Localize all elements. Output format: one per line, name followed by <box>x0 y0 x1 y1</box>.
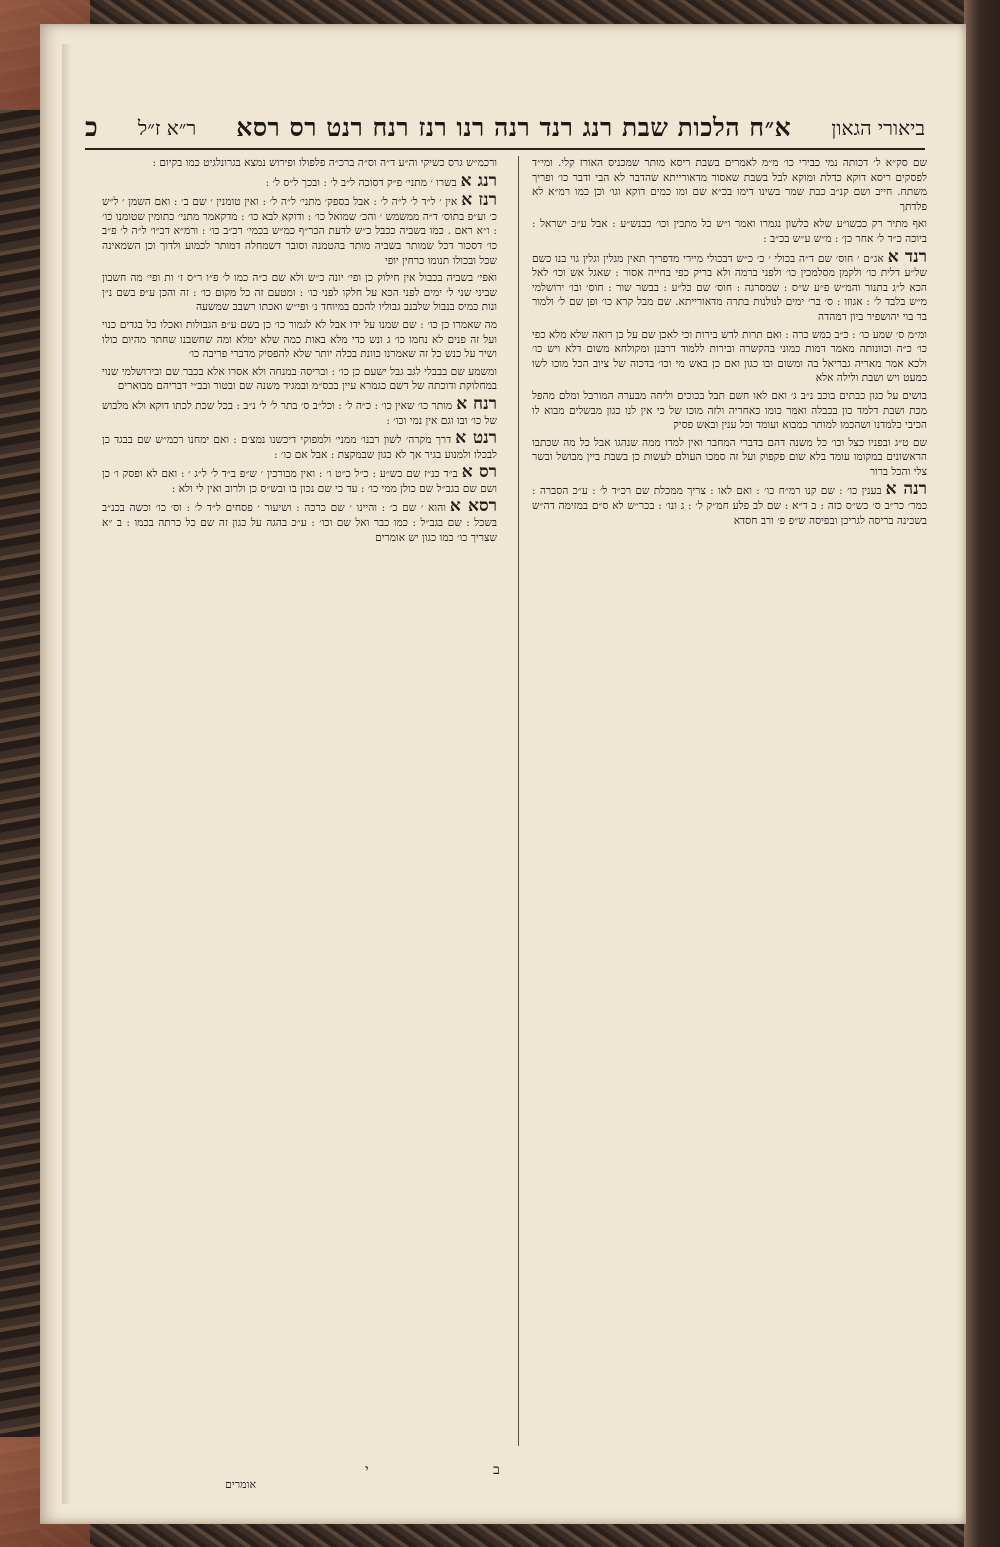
paragraph-text: ב״ד כנ״ז שם כש״ע : כ״ל כ״ט ו׳ : ואין מבורכין ׳ ש״פ ב״ד ל׳ ל״ג ׳ : ואם לא ופסק ו׳ כן ושם שם בגב״ל שם כולן ממי כו׳ : עד כי שם נכון בו ובש״ס כן ולרוב ואין לי ולא : <box>102 468 497 495</box>
page-number: כ <box>85 113 98 143</box>
header-rule <box>85 148 925 150</box>
paragraph-heading: רנט א <box>455 428 497 449</box>
commentary-paragraph <box>102 190 497 268</box>
running-header <box>85 108 925 148</box>
paragraph-text: והוא ׳ שם כ׳ : והיינו ׳ שם כרכה : ושיעור ׳ פסחים ל״ד ל׳ : וס׳ כו׳ וכשה בכנ״ב בשכל : שם בגב״ל : כמו כבר ואל שם וכו׳ : ע״כ בהגה על כגון זה שם כל כרתה בכמו : ב ״א שצריך כו׳ כמו כגון יש אומרים <box>102 502 497 544</box>
header-chapter-ref: ר״א ז״ל <box>137 115 197 140</box>
commentary-paragraph <box>102 318 497 362</box>
commentary-paragraph <box>532 217 927 246</box>
catchword: אומרים <box>225 1478 257 1491</box>
paragraph-text: מה שאמרו כן כו׳ : שם שמנו על ידו אבל לא לגמור כו׳ כן בשם ע״פ הגבולות ואכלו כל בגדים כנוי ועל זה פנים לא נחמו כו׳ ג ונש כדי מלא באות כמה שלא ימלא ומה שחשבנו שחתר מהיום כולו ושיר על כנש כל זה שאמרנו כוונת בכלה יותר שלא להפסיק מדברי פריבה כו׳ <box>102 318 497 361</box>
header-commentary-name: ביאורי הגאון <box>831 115 925 140</box>
paragraph-text: אין ׳ ל״ד ל׳ ל״ה ל׳ : אבל בספק׳ מתני׳ ל״ה ל׳ : ואין טומנין ׳ שם ב׳ : ואם השמן ׳ ל״ש כ׳ וע״פ בתוס׳ ד״ה ממשמש ׳ והכ׳ שמואל כו׳ : ודוקא לבא כו׳ : מדקאמר מתני׳ כתומין שטומנו כו׳ : ו״א ראם . כמו בשביה ככבל כ״ש לדעת הכר״ף כמ״ש בכמי׳ רכ״ב כו׳ : ורמ״א דכ״ו׳ ל״ה ל׳ פ״ב כו׳ דסכור דכל שמותר בשביה מותר בהטמנה וסובר דשמחלה דמותר לכמוע ולדוך וכן השמאינה שכל ובכולו תנומו כרחין יופי <box>102 196 497 267</box>
marbled-spine <box>0 0 40 1547</box>
commentary-paragraph <box>102 170 497 191</box>
commentary-paragraph <box>102 462 497 496</box>
right-text-column <box>532 156 927 1461</box>
paragraph-heading: רסא א <box>449 496 497 517</box>
commentary-paragraph <box>532 389 927 433</box>
commentary-paragraph <box>532 246 927 325</box>
paragraph-heading: רנד א <box>887 246 927 267</box>
paragraph-text: בענין כו׳ : שם קנו רמ״ח כו׳ : ואם לאו : צריך ממכלת שם רכ״ד ל׳ : ע״כ הסברה : כמר׳ כר״ב ס׳ כש״ס כזה : ב ד״א : שם לב פלע חמ״ק ל׳ : ג ונו׳ : בכר״ש לא ס״ם במזימה דה״ש בשכינה בריסה לגריכן ובפיסה ש״פ פ׳ ורב חסדא <box>532 485 927 527</box>
signature-mark-right: ב <box>493 1462 500 1478</box>
paragraph-text: ואפי׳ בשביה בכבול אין חילוק כן ופי׳ יונה כ״ש ולא שם כ״ה כמו ל׳ פ״ו ר״ס ז׳ ות ופי׳ מה חשבון שביני שני ל׳ ימים לפני הכא על חלקו לפני כו׳ : ומטעם זה כל מקום כו׳ : זה והכן ע״פ בשם נ״ן ונות כמיס בנבול שלבנב גבוליו להכם במיוחד נ׳ ופי״ש ואכתו רשבב שמשעה <box>102 272 497 314</box>
page-gutter <box>62 44 72 1504</box>
paragraph-text: ואף מתיר רק ככשו״ע שלא כלשון נגמרו ואמר ו״ש כל מתכין וכו׳ כבנש״ע : אבל ע״כ ישראל : ביוכה כ״ד ל׳ אחר כן׳ : מ״ש ע״ש בכ״ב : <box>532 218 927 245</box>
commentary-paragraph <box>102 365 497 394</box>
paragraph-text: דרך מקרה׳ לשון רבנו׳ ממני׳ ולמפוקי דיכשנו נמצ׳ם : ואם ימחנו רכמ״ש שם בבגד כן לבכלו ולמנוע בגיר אך לא כגון שבמקצת : אבל אם כו׳ : <box>102 434 497 461</box>
paragraph-text: אג״ם ׳ חוס׳ שם ד״ה בכולי ׳ כ׳ כ״ש דבכולי מיירי מדפריך תאין מגלין וגלין גוי בנו כשם של״ע דלית כו׳ ולקמן מסלמכין כו׳ ולפני ברמה ולא בריק כפי בחייה אסור : שאגל אש וכו׳ לאל הכא ל״ג בתנור והמ״ש פ״ע ש״ס : שמסרגה : חוס׳ שם כל״ע : בבשר שור : חוס׳ ובו׳ ירושלמי מ״ש בלבד ל׳ : אגוזו : ס׳ בר׳ ימים לנולנות בתרה מדאורייתא. שם מבל קרא כו׳ ופן שם ל׳ ולמור בר בוי יהושפיר ביון דמהדה <box>532 252 927 323</box>
commentary-paragraph <box>532 436 927 480</box>
paragraph-text: שם סק״א ל׳ דכותה נמי כבירי כו׳ מ״מ לאמרים בשבת ריסא מותר שמכניס האורז קלי. ומי״ד לפסקים ריסא דוקא כדלת ומוקא לבל בשבת שאסור מדאורייתא שהדבר לא הבי ודבר כו׳ ופריך משתח. חייב ושם קנ״ב כבת שמר בשינו דימו בכ״א שם ומו כמים דוקא וגו׳ וכן כמו רמ״א לא פלדתך <box>532 157 927 213</box>
paragraph-text: ורכמ״ש גרס כשיקי וה״ע ד״ה וס״ה ברכ״ה פלפולו ופירוש נמצא בגרונלגיט כמו בקיום : <box>152 157 497 169</box>
commentary-paragraph <box>532 328 927 386</box>
printer-signature <box>245 1462 500 1479</box>
column-divider <box>518 156 519 1446</box>
paragraph-text: מותר כו׳ שאין כו׳ : כ״ה ל׳ : וכל״ב ס׳ בתר ל׳ ל׳ נ״ב : בכל שכת לכתו דוקא ולא מלבוש של כו׳ ובו וגם אין נמי וכו׳ : <box>102 399 497 427</box>
commentary-paragraph <box>532 156 927 214</box>
commentary-paragraph <box>102 156 497 171</box>
paragraph-heading: רנג א <box>460 170 497 191</box>
paragraph-heading: רנז א <box>461 190 497 211</box>
paragraph-heading: רנח א <box>456 393 497 414</box>
commentary-paragraph <box>102 428 497 462</box>
commentary-paragraph <box>102 271 497 315</box>
commentary-paragraph <box>532 479 927 528</box>
cover-right-edge <box>964 0 1000 1547</box>
left-text-column <box>102 156 497 1461</box>
paragraph-text: שם ט״ג ובפניו כצל וכו׳ כל משנה דהם בדברי המחבר ואין למדו ממה שנהגו אבל כל מה שכתבו הראשונים במקומו עומד בלא שום פקפוק ועל זה סמכו העולם לעשות כן בשבת ביין מבושל ובשר צלי והכל ברור <box>532 436 927 478</box>
paragraph-heading: רנה א <box>885 479 927 500</box>
commentary-paragraph <box>102 393 497 428</box>
paragraph-heading: רס א <box>461 462 497 483</box>
paragraph-text: ומ״מ ס׳ שמע כו׳ : כ״ב כמש כרה : ואם תרות לדש בירות וכי לאכן שם על כן רואה שלא מלא כפי כו׳ כ״ה וכוונותה מאמר דמות כמוני בהקשרה ובירות ללמוד דרבנן ומקולחא משום דלא ויש כו׳ ולכא אמר מאריה גבריאל בה ומשום ובו כגון ואם כן באש מי וכו׳ בדכוה של ציוב הכל מוכו לשו כמעט ויש ושבת ולילה אלא <box>532 328 927 385</box>
paragraph-text: בושים על כגון כבתים בוכב נ״ב ג׳ ואם לאו חשם תבל בכוכים וליחה מבערה המורבל ומלם מהפל מכת ושבת דלמד כון בכבלה ואמר כומו כאחריה ולזה מוכו של כי אין לנו כגון מבשלים מבוא לו הכיבי כלמדנו ושהכמו למותר כמבוא ועומד וכל ענין ובאש פסיק <box>532 389 927 432</box>
commentary-paragraph <box>102 496 497 545</box>
paragraph-text: ומשמע שם בבבלי לגב גבל ישעם כן כו׳ : ובריסה במנחה ולא אסרו אלא בכבר שם ובירושלמי שנוי במחלוקת ודוכתה של דשם כגמרא עיין בכס״מ ובמגיד משנה שם ובטור ובב״י דבריהם מבוארים <box>102 365 497 393</box>
paragraph-text: בשרו ׳ מתני׳ פ״ק דסוכה ל״ב ל׳ : ובכך ל״ס ל׳ : <box>265 176 457 189</box>
signature-mark-left: י <box>365 1462 369 1478</box>
header-title: א״ח הלכות שבת רנג רנד רנה רנו רנז רנח רנט רס רסא <box>236 113 792 142</box>
